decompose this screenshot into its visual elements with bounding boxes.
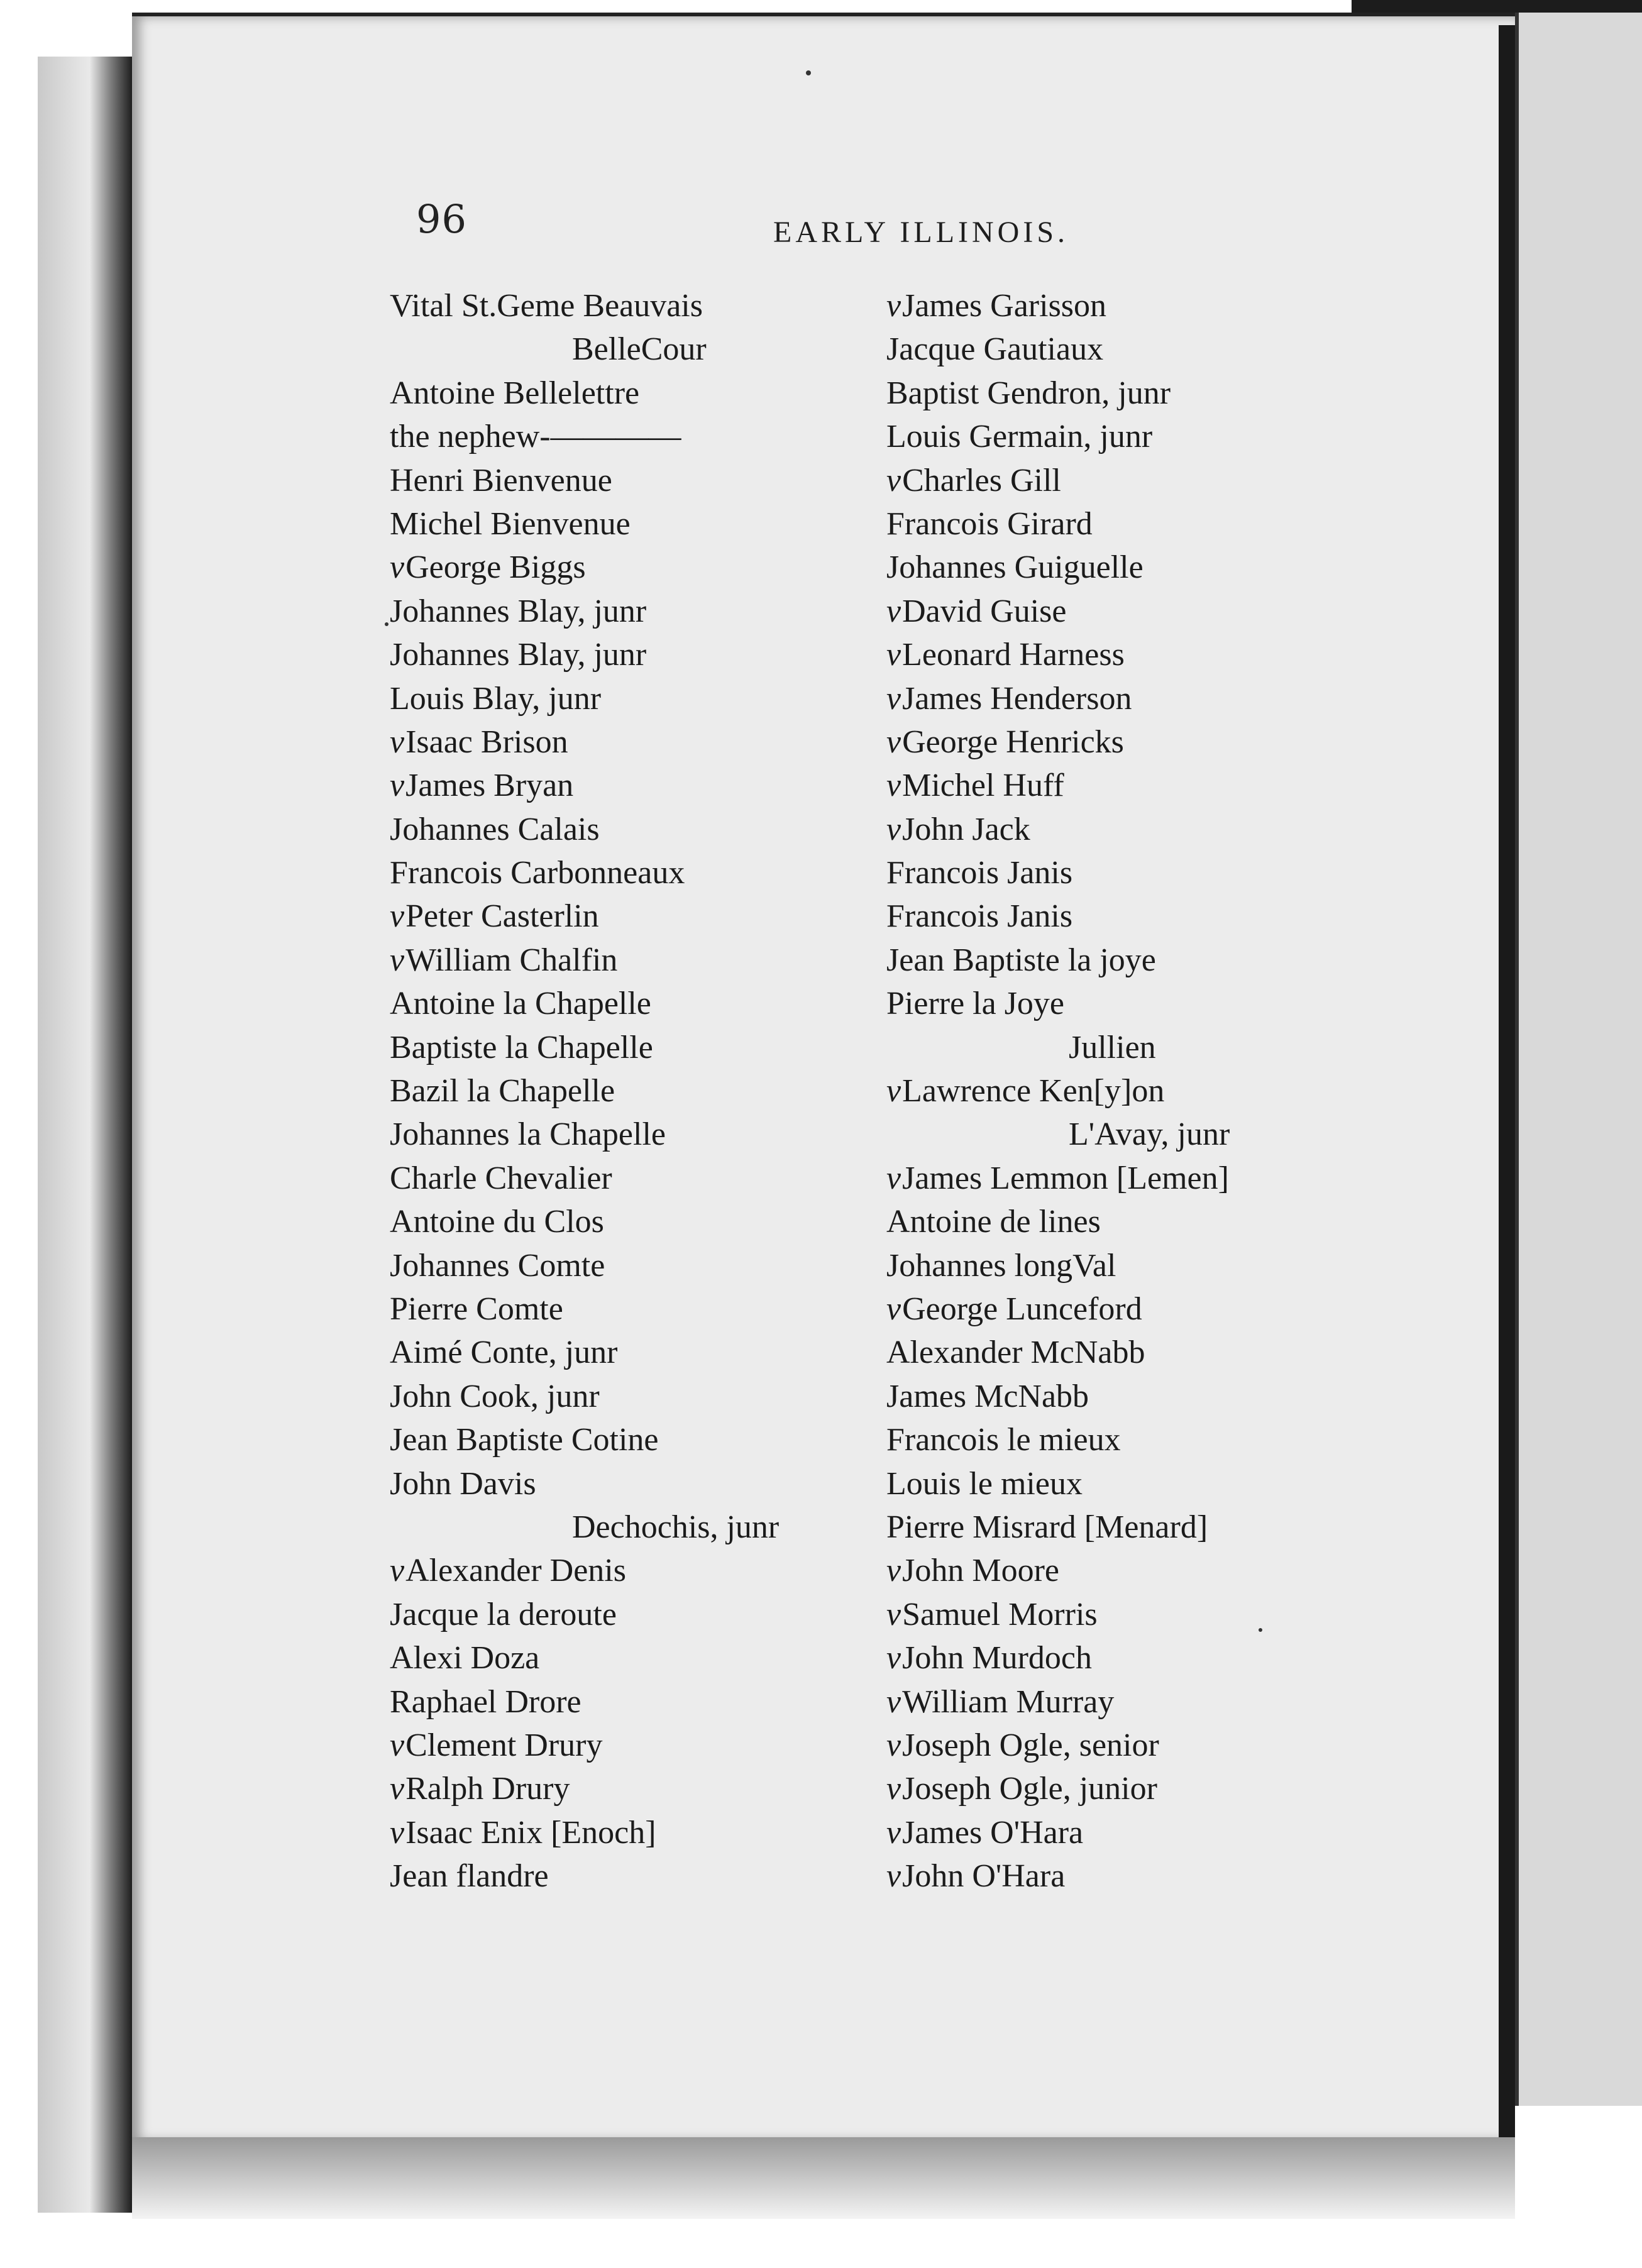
name-entry [390, 1724, 855, 1767]
name-entry [390, 1418, 855, 1462]
entry-name: John Jack [902, 811, 1030, 847]
entry-name: the nephew-———— [390, 419, 681, 455]
voter-mark: v [886, 462, 901, 498]
name-entry [886, 764, 1352, 807]
adjacent-page-edge [1515, 13, 1642, 2106]
entry-name: Aimé Conte, junr [390, 1335, 618, 1371]
name-entry [886, 1244, 1352, 1287]
name-entry [390, 764, 855, 807]
name-entry [886, 459, 1352, 502]
name-entry [390, 1854, 855, 1898]
voter-mark: v [886, 1771, 901, 1807]
entry-name: Dechochis, junr [572, 1509, 780, 1545]
name-entry [390, 1244, 855, 1287]
name-entry [390, 677, 855, 720]
entry-name: John Cook, junr [390, 1378, 600, 1414]
entry-name: James Bryan [405, 768, 574, 804]
left-name-column [390, 284, 855, 1898]
name-entry [886, 1287, 1352, 1331]
entry-name: John O'Hara [902, 1858, 1066, 1895]
entry-name: Johannes la Chapelle [390, 1116, 666, 1153]
running-head: EARLY ILLINOIS. [773, 216, 1069, 249]
entry-name: Antoine du Clos [390, 1204, 604, 1240]
entry-name: Johannes Comte [390, 1247, 605, 1284]
name-entry [886, 415, 1352, 458]
name-entry [390, 502, 855, 546]
entry-name: Johannes Calais [390, 811, 600, 847]
name-entry [390, 284, 855, 328]
entry-name: Johannes Blay, junr [390, 637, 647, 673]
name-entry [886, 1854, 1352, 1898]
name-entry [390, 1113, 855, 1156]
entry-name: Isaac Brison [405, 724, 568, 760]
entry-name: William Chalfin [405, 942, 618, 978]
name-entry [390, 1636, 855, 1680]
name-entry [886, 1069, 1352, 1113]
entry-name: Louis Germain, junr [886, 419, 1153, 455]
voter-mark: v [886, 1814, 901, 1851]
name-entry [390, 633, 855, 676]
voter-mark: v [886, 811, 901, 847]
name-entry [886, 284, 1352, 328]
name-entry [390, 1331, 855, 1374]
voter-mark: v [886, 680, 901, 717]
entry-name: Francois Carbonneaux [390, 855, 685, 891]
voter-mark: v [390, 768, 405, 804]
entry-name: David Guise [902, 593, 1067, 629]
name-entry [390, 1680, 855, 1724]
entry-name: Johannes longVal [886, 1247, 1116, 1284]
name-entry [390, 1462, 855, 1506]
entry-name: Pierre la Joye [886, 986, 1065, 1022]
name-entry [390, 459, 855, 502]
entry-name: Michel Huff [902, 768, 1064, 804]
name-entry [886, 939, 1352, 982]
book-left-edge [38, 57, 132, 2213]
voter-mark: v [390, 724, 405, 760]
entry-name: John Murdoch [902, 1640, 1092, 1676]
entry-name: Charles Gill [902, 462, 1061, 498]
name-entry [886, 1113, 1352, 1156]
name-entry [886, 1418, 1352, 1462]
name-entry [390, 1157, 855, 1200]
name-entry [886, 1636, 1352, 1680]
voter-mark: v [886, 1291, 901, 1327]
name-entry [886, 1767, 1352, 1810]
name-entry [390, 1811, 855, 1854]
entry-name: Jean Baptiste la joye [886, 942, 1156, 978]
voter-mark: v [886, 637, 901, 673]
entry-name: George Biggs [405, 549, 586, 586]
entry-name: Joseph Ogle, junior [902, 1771, 1157, 1807]
entry-name: Alexander McNabb [886, 1335, 1145, 1371]
voter-mark: v [886, 1683, 901, 1720]
voter-mark: v [390, 1814, 405, 1851]
entry-name: Johannes Blay, junr [390, 593, 647, 629]
entry-name: Francois Janis [886, 898, 1073, 935]
page-number: 96 [416, 196, 467, 242]
name-entry [390, 1069, 855, 1113]
name-entry [886, 895, 1352, 938]
entry-name: William Murray [902, 1683, 1115, 1720]
entry-name: James Henderson [902, 680, 1132, 717]
voter-mark: v [886, 1160, 901, 1196]
voter-mark: v [886, 288, 901, 324]
voter-mark: v [886, 1858, 901, 1895]
entry-name: Jean Baptiste Cotine [390, 1422, 659, 1458]
voter-mark: v [390, 898, 405, 935]
entry-name: Ralph Drury [405, 1771, 570, 1807]
entry-name: Jean flandre [390, 1858, 549, 1895]
name-entry [390, 895, 855, 938]
name-entry [390, 415, 855, 458]
name-entry [886, 1026, 1352, 1069]
name-entry [886, 328, 1352, 371]
entry-name: Jacque la deroute [390, 1596, 617, 1632]
entry-name: Lawrence Ken[y]on [902, 1073, 1165, 1109]
entry-name: John Moore [902, 1553, 1059, 1589]
name-entry [390, 1026, 855, 1069]
name-entry [390, 720, 855, 764]
name-entry [390, 590, 855, 633]
entry-name: Vital St.Geme Beauvais [390, 288, 703, 324]
voter-mark: v [390, 1727, 405, 1763]
voter-mark: v [886, 593, 901, 629]
name-entry [390, 1767, 855, 1810]
name-entry [886, 720, 1352, 764]
name-entry [390, 808, 855, 851]
name-entry [390, 546, 855, 589]
entry-name: Jacque Gautiaux [886, 331, 1104, 368]
entry-name: Peter Casterlin [405, 898, 599, 935]
entry-name: L'Avay, junr [1069, 1116, 1230, 1153]
page-gutter [1499, 25, 1515, 2137]
entry-name: Joseph Ogle, senior [902, 1727, 1159, 1763]
entry-name: Johannes Guiguelle [886, 549, 1143, 586]
name-entry [886, 982, 1352, 1025]
name-entry [886, 808, 1352, 851]
voter-mark: v [886, 724, 901, 760]
voter-mark: v [390, 1553, 405, 1589]
entry-name: Henri Bienvenue [390, 462, 612, 498]
voter-mark: v [886, 1640, 901, 1676]
name-entry [390, 1549, 855, 1592]
name-entry [886, 677, 1352, 720]
name-entry [886, 633, 1352, 676]
name-entry [886, 1724, 1352, 1767]
name-entry [886, 502, 1352, 546]
name-entry [886, 1157, 1352, 1200]
entry-name: Alexander Denis [405, 1553, 626, 1589]
entry-name: Louis le mieux [886, 1465, 1083, 1502]
voter-mark: v [886, 1596, 901, 1632]
voter-mark: v [886, 1553, 901, 1589]
name-entry [390, 1593, 855, 1636]
name-entry [886, 590, 1352, 633]
name-entry [886, 1462, 1352, 1506]
voter-mark: v [390, 549, 405, 586]
entry-name: BelleCour [572, 331, 707, 368]
scan-speck [385, 622, 388, 626]
entry-name: Louis Blay, junr [390, 680, 602, 717]
entry-name: Raphael Drore [390, 1683, 581, 1720]
name-entry [886, 1375, 1352, 1418]
page-bottom-shadow [132, 2137, 1515, 2219]
name-entry [886, 851, 1352, 895]
entry-name: Antoine de lines [886, 1204, 1101, 1240]
entry-name: George Henricks [902, 724, 1124, 760]
name-entry [886, 1506, 1352, 1549]
entry-name: James O'Hara [902, 1814, 1084, 1851]
name-entry [390, 1287, 855, 1331]
name-entry [390, 1200, 855, 1243]
entry-name: Pierre Comte [390, 1291, 563, 1327]
entry-name: Clement Drury [405, 1727, 603, 1763]
voter-mark: v [886, 768, 901, 804]
entry-name: James Lemmon [Lemen] [902, 1160, 1229, 1196]
entry-name: Leonard Harness [902, 637, 1125, 673]
entry-name: Francois le mieux [886, 1422, 1121, 1458]
entry-name: Antoine Bellelettre [390, 375, 640, 411]
name-entry [390, 982, 855, 1025]
name-entry [390, 851, 855, 895]
name-entry [886, 1331, 1352, 1374]
entry-name: Michel Bienvenue [390, 505, 631, 542]
entry-name: Antoine la Chapelle [390, 986, 651, 1022]
name-entry [886, 372, 1352, 415]
entry-name: Jullien [1069, 1029, 1156, 1065]
name-entry [390, 939, 855, 982]
entry-name: John Davis [390, 1465, 536, 1502]
voter-mark: v [390, 1771, 405, 1807]
name-entry [390, 1375, 855, 1418]
scan-speck [806, 70, 811, 75]
right-name-column [886, 284, 1352, 1898]
voter-mark: v [886, 1073, 901, 1109]
entry-name: James McNabb [886, 1378, 1089, 1414]
name-entry [886, 1593, 1352, 1636]
name-entry [390, 328, 855, 371]
name-entry [886, 1680, 1352, 1724]
voter-mark: v [390, 942, 405, 978]
entry-name: Baptiste la Chapelle [390, 1029, 653, 1065]
entry-name: Samuel Morris [902, 1596, 1098, 1632]
entry-name: Francois Janis [886, 855, 1073, 891]
entry-name: Bazil la Chapelle [390, 1073, 615, 1109]
entry-name: Baptist Gendron, junr [886, 375, 1171, 411]
entry-name: Pierre Misrard [Menard] [886, 1509, 1208, 1545]
name-entry [886, 1549, 1352, 1592]
entry-name: Alexi Doza [390, 1640, 540, 1676]
entry-name: James Garisson [902, 288, 1107, 324]
entry-name: Charle Chevalier [390, 1160, 612, 1196]
entry-name: Isaac Enix [Enoch] [405, 1814, 656, 1851]
name-entry [886, 1200, 1352, 1243]
name-entry [390, 372, 855, 415]
voter-mark: v [886, 1727, 901, 1763]
name-entry [390, 1506, 855, 1549]
entry-name: George Lunceford [902, 1291, 1142, 1327]
entry-name: Francois Girard [886, 505, 1093, 542]
name-entry [886, 546, 1352, 589]
name-entry [886, 1811, 1352, 1854]
